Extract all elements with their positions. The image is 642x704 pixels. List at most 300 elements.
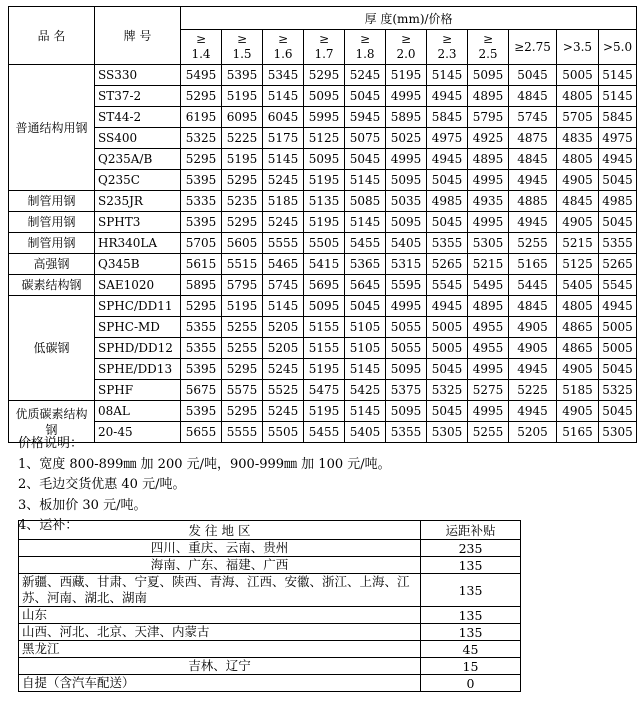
price-cell: 5165 [509, 254, 557, 275]
price-cell: 5395 [181, 170, 222, 191]
price-cell: 4925 [468, 128, 509, 149]
price-cell: 5265 [599, 254, 637, 275]
freight-region-cell: 新疆、西藏、甘肃、宁夏、陕西、青海、江西、安徽、浙江、上海、江苏、河南、湖北、湖南 [19, 574, 421, 607]
price-cell: 5125 [304, 128, 345, 149]
price-cell: 5205 [263, 338, 304, 359]
price-cell: 5705 [181, 233, 222, 254]
price-cell: 4895 [468, 296, 509, 317]
price-cell: 5135 [304, 191, 345, 212]
thickness-col-header [304, 30, 345, 65]
freight-region-cell: 山西、河北、北京、天津、内蒙古 [19, 624, 421, 641]
price-cell: 5045 [599, 212, 637, 233]
price-cell: 4975 [599, 128, 637, 149]
grade-cell: HR340LA [95, 233, 181, 254]
ge-symbol: ≥ [441, 32, 453, 46]
price-cell: 4845 [509, 86, 557, 107]
price-cell: 4845 [509, 296, 557, 317]
grade-cell: ST44-2 [95, 107, 181, 128]
price-cell: 4865 [557, 338, 599, 359]
price-cell: 5895 [181, 275, 222, 296]
price-cell: 5145 [345, 212, 386, 233]
price-cell: 5245 [263, 212, 304, 233]
table-row [9, 254, 637, 275]
note-item: 2、毛边交货优惠 40 元/吨。 [18, 477, 186, 492]
thickness-col-header [427, 30, 468, 65]
thickness-col-header [222, 30, 263, 65]
grade-cell: SPHC-MD [95, 317, 181, 338]
freight-fee-cell: 135 [421, 624, 521, 641]
price-cell: 5295 [222, 170, 263, 191]
price-cell: 5085 [345, 191, 386, 212]
freight-row [19, 574, 521, 607]
price-cell: 5845 [427, 107, 468, 128]
table-row [9, 296, 637, 317]
price-cell: 5395 [181, 401, 222, 422]
price-cell: 4905 [509, 317, 557, 338]
price-cell: 5145 [263, 296, 304, 317]
price-cell: 5045 [427, 401, 468, 422]
price-cell: 5055 [386, 317, 427, 338]
grade-cell: SPHT3 [95, 212, 181, 233]
price-cell: 5475 [304, 380, 345, 401]
price-cell: 5145 [599, 65, 637, 86]
freight-fee-cell: 0 [421, 675, 521, 692]
thickness-value: 1.6 [273, 47, 293, 61]
price-cell: 4945 [509, 212, 557, 233]
grade-cell: SPHC/DD11 [95, 296, 181, 317]
price-cell: 5225 [509, 380, 557, 401]
price-cell: 5195 [222, 86, 263, 107]
price-cell: 4945 [599, 149, 637, 170]
price-cell: 5395 [181, 212, 222, 233]
price-cell: 5145 [263, 149, 304, 170]
grade-cell: S235JR [95, 191, 181, 212]
price-cell: 5005 [427, 317, 468, 338]
price-cell: 5145 [599, 86, 637, 107]
header-grade: 牌 号 [95, 7, 181, 65]
thickness-value: >5.0 [602, 39, 633, 54]
price-cell: 5155 [304, 338, 345, 359]
freight-row [19, 540, 521, 557]
price-cell: 4945 [509, 401, 557, 422]
price-cell: 5145 [345, 401, 386, 422]
price-cell: 4945 [427, 296, 468, 317]
freight-fee-cell: 235 [421, 540, 521, 557]
thickness-value: >3.5 [562, 39, 593, 54]
price-cell: 5105 [345, 317, 386, 338]
price-cell: 5695 [304, 275, 345, 296]
price-cell: 4905 [557, 212, 599, 233]
freight-row [19, 557, 521, 574]
note-item: 4、运补： [18, 518, 79, 533]
price-cell: 4985 [599, 191, 637, 212]
category-cell: 制管用钢 [9, 233, 95, 254]
price-cell: 4995 [386, 86, 427, 107]
price-cell: 6195 [181, 107, 222, 128]
price-cell: 5305 [599, 422, 637, 443]
price-cell: 5045 [345, 86, 386, 107]
price-cell: 4955 [468, 338, 509, 359]
price-cell: 4945 [509, 170, 557, 191]
table-row [9, 86, 637, 107]
table-row [9, 128, 637, 149]
price-cell: 4905 [557, 401, 599, 422]
price-cell: 4875 [509, 128, 557, 149]
price-cell: 4905 [557, 359, 599, 380]
price-cell: 5305 [468, 233, 509, 254]
price-cell: 4985 [427, 191, 468, 212]
table-row [9, 107, 637, 128]
price-cell: 4835 [557, 128, 599, 149]
freight-fee-cell: 135 [421, 574, 521, 607]
price-cell: 5705 [557, 107, 599, 128]
ge-symbol: ≥ [482, 32, 494, 46]
price-cell: 4805 [557, 149, 599, 170]
freight-header-region: 发 往 地 区 [19, 521, 421, 540]
price-cell: 5255 [222, 317, 263, 338]
price-cell: 4945 [509, 359, 557, 380]
grade-cell: 20-45 [95, 422, 181, 443]
price-cell: 5265 [427, 254, 468, 275]
price-cell: 5175 [263, 128, 304, 149]
price-cell: 5045 [427, 170, 468, 191]
price-cell: 4995 [468, 359, 509, 380]
price-cell: 5605 [222, 233, 263, 254]
price-cell: 4995 [468, 212, 509, 233]
grade-cell: SPHF [95, 380, 181, 401]
price-cell: 5355 [427, 233, 468, 254]
price-cell: 5045 [599, 170, 637, 191]
price-cell: 5795 [468, 107, 509, 128]
price-cell: 5555 [222, 422, 263, 443]
header-product: 品 名 [9, 7, 95, 65]
thickness-value: 2.0 [396, 47, 416, 61]
price-cell: 5295 [222, 401, 263, 422]
price-cell: 5195 [222, 149, 263, 170]
price-cell: 5655 [181, 422, 222, 443]
price-cell: 5005 [427, 338, 468, 359]
price-cell: 4905 [557, 170, 599, 191]
price-cell: 4905 [509, 338, 557, 359]
price-cell: 5455 [345, 233, 386, 254]
price-cell: 5145 [263, 86, 304, 107]
price-cell: 4945 [599, 296, 637, 317]
price-cell: 4975 [427, 128, 468, 149]
category-cell: 碳素结构钢 [9, 275, 95, 296]
freight-fee-cell: 45 [421, 641, 521, 658]
price-cell: 5215 [468, 254, 509, 275]
grade-cell: Q345B [95, 254, 181, 275]
price-cell: 5045 [599, 359, 637, 380]
price-cell: 5895 [386, 107, 427, 128]
category-cell: 优质碳素结构钢 [9, 401, 95, 443]
price-cell: 4945 [427, 86, 468, 107]
price-cell: 5675 [181, 380, 222, 401]
price-cell: 5495 [468, 275, 509, 296]
price-cell: 4955 [468, 317, 509, 338]
price-cell: 5295 [181, 86, 222, 107]
price-cell: 5405 [386, 233, 427, 254]
price-cell: 5425 [345, 380, 386, 401]
freight-row [19, 641, 521, 658]
price-cell: 5045 [427, 359, 468, 380]
category-cell: 低碳钢 [9, 296, 95, 401]
thickness-col-header [468, 30, 509, 65]
price-cell: 5205 [263, 317, 304, 338]
price-cell: 4995 [386, 149, 427, 170]
price-cell: 5095 [386, 212, 427, 233]
category-cell: 制管用钢 [9, 191, 95, 212]
price-cell: 4995 [468, 170, 509, 191]
ge-symbol: ≥ [318, 32, 330, 46]
thickness-value: ≥2.75 [514, 39, 551, 54]
table-row [9, 401, 637, 422]
price-cell: 5355 [181, 338, 222, 359]
freight-fee-cell: 15 [421, 658, 521, 675]
thickness-col-header [599, 30, 637, 65]
price-cell: 5225 [222, 128, 263, 149]
freight-row [19, 658, 521, 675]
price-cell: 6095 [222, 107, 263, 128]
price-cell: 5095 [386, 170, 427, 191]
ge-symbol: ≥ [400, 32, 412, 46]
price-cell: 5355 [181, 317, 222, 338]
price-cell: 5045 [427, 212, 468, 233]
price-cell: 5405 [345, 422, 386, 443]
price-cell: 5415 [304, 254, 345, 275]
price-cell: 5205 [509, 422, 557, 443]
price-cell: 5095 [468, 65, 509, 86]
freight-fee-cell: 135 [421, 607, 521, 624]
table-row [9, 359, 637, 380]
price-cell: 5185 [263, 191, 304, 212]
freight-row [19, 624, 521, 641]
price-cell: 5325 [427, 380, 468, 401]
price-cell: 5185 [557, 380, 599, 401]
thickness-value: 2.5 [478, 47, 498, 61]
price-cell: 5215 [557, 233, 599, 254]
grade-cell: Q235A/B [95, 149, 181, 170]
price-cell: 5255 [222, 338, 263, 359]
freight-fee-cell: 135 [421, 557, 521, 574]
price-cell: 4995 [468, 401, 509, 422]
price-cell: 5305 [427, 422, 468, 443]
grade-cell: 08AL [95, 401, 181, 422]
price-cell: 4895 [468, 86, 509, 107]
notes-title: 价格说明： [18, 436, 84, 451]
price-cell: 5125 [557, 254, 599, 275]
price-cell: 5295 [222, 359, 263, 380]
price-cell: 5945 [345, 107, 386, 128]
price-cell: 5545 [599, 275, 637, 296]
price-cell: 5545 [427, 275, 468, 296]
freight-region-cell: 自提（含汽车配送） [19, 675, 421, 692]
price-cell: 5645 [345, 275, 386, 296]
price-cell: 5575 [222, 380, 263, 401]
price-cell: 5095 [304, 149, 345, 170]
price-cell: 5145 [427, 65, 468, 86]
price-cell: 5035 [386, 191, 427, 212]
freight-region-cell: 黑龙江 [19, 641, 421, 658]
price-cell: 4845 [557, 191, 599, 212]
freight-row [19, 675, 521, 692]
price-cell: 5195 [304, 401, 345, 422]
ge-symbol: ≥ [277, 32, 289, 46]
price-cell: 4945 [427, 149, 468, 170]
price-cell: 5355 [599, 233, 637, 254]
table-row [9, 317, 637, 338]
price-cell: 5345 [263, 65, 304, 86]
freight-row [19, 607, 521, 624]
thickness-col-header [386, 30, 427, 65]
category-cell: 普通结构用钢 [9, 65, 95, 191]
table-row [9, 212, 637, 233]
thickness-value: 1.7 [314, 47, 334, 61]
freight-region-cell: 四川、重庆、云南、贵州 [19, 540, 421, 557]
thickness-value: 1.8 [355, 47, 375, 61]
freight-header-fee: 运距补贴 [421, 521, 521, 540]
price-cell: 5165 [557, 422, 599, 443]
price-cell: 5515 [222, 254, 263, 275]
price-cell: 5045 [345, 149, 386, 170]
table-row [9, 65, 637, 86]
ge-symbol: ≥ [195, 32, 207, 46]
note-item: 3、板加价 30 元/吨。 [18, 497, 147, 513]
freight-subsidy-table [18, 520, 521, 692]
freight-region-cell: 吉林、辽宁 [19, 658, 421, 675]
price-cell: 5745 [509, 107, 557, 128]
price-cell: 5295 [222, 212, 263, 233]
price-cell: 5005 [599, 338, 637, 359]
price-cell: 5395 [222, 65, 263, 86]
table-row [9, 233, 637, 254]
category-cell: 高强钢 [9, 254, 95, 275]
price-cell: 5445 [509, 275, 557, 296]
price-cell: 5045 [599, 401, 637, 422]
ge-symbol: ≥ [236, 32, 248, 46]
price-cell: 6045 [263, 107, 304, 128]
ge-symbol: ≥ [359, 32, 371, 46]
price-cell: 5595 [386, 275, 427, 296]
grade-cell: SPHE/DD13 [95, 359, 181, 380]
price-cell: 5195 [222, 296, 263, 317]
price-cell: 5095 [386, 401, 427, 422]
grade-cell: SS400 [95, 128, 181, 149]
price-cell: 5045 [345, 296, 386, 317]
price-cell: 5155 [304, 317, 345, 338]
price-cell: 5455 [304, 422, 345, 443]
price-cell: 4865 [557, 317, 599, 338]
table-row [9, 149, 637, 170]
price-cell: 5505 [263, 422, 304, 443]
price-cell: 5295 [304, 65, 345, 86]
price-cell: 5235 [222, 191, 263, 212]
category-cell: 制管用钢 [9, 212, 95, 233]
grade-cell: ST37-2 [95, 86, 181, 107]
price-cell: 5295 [181, 149, 222, 170]
price-table-body [9, 65, 637, 443]
header-thickness: 厚 度(mm)/价格 [181, 7, 637, 30]
table-row [9, 275, 637, 296]
price-cell: 4885 [509, 191, 557, 212]
table-row [9, 191, 637, 212]
freight-region-cell: 山东 [19, 607, 421, 624]
price-cell: 5745 [263, 275, 304, 296]
price-cell: 5245 [263, 170, 304, 191]
price-cell: 5245 [345, 65, 386, 86]
price-cell: 5195 [386, 65, 427, 86]
price-cell: 5095 [304, 86, 345, 107]
price-cell: 5495 [181, 65, 222, 86]
freight-table-body [19, 540, 521, 692]
price-cell: 5355 [386, 422, 427, 443]
price-cell: 5275 [468, 380, 509, 401]
price-cell: 5395 [181, 359, 222, 380]
price-cell: 5005 [599, 317, 637, 338]
table-row [9, 338, 637, 359]
price-cell: 4895 [468, 149, 509, 170]
price-cell: 5045 [509, 65, 557, 86]
price-cell: 5795 [222, 275, 263, 296]
thickness-value: 1.4 [191, 47, 211, 61]
price-cell: 4995 [386, 296, 427, 317]
price-cell: 5245 [263, 359, 304, 380]
price-cell: 5405 [557, 275, 599, 296]
thickness-value: 2.3 [437, 47, 457, 61]
grade-cell: SAE1020 [95, 275, 181, 296]
thickness-value: 1.5 [232, 47, 252, 61]
price-table [8, 6, 637, 443]
thickness-col-header [509, 30, 557, 65]
price-cell: 5375 [386, 380, 427, 401]
price-cell: 5255 [468, 422, 509, 443]
price-cell: 5195 [304, 359, 345, 380]
price-cell: 5325 [599, 380, 637, 401]
price-cell: 4805 [557, 296, 599, 317]
price-cell: 5025 [386, 128, 427, 149]
price-cell: 5145 [345, 359, 386, 380]
thickness-col-header [181, 30, 222, 65]
table-row [9, 170, 637, 191]
price-cell: 5315 [386, 254, 427, 275]
price-cell: 5195 [304, 170, 345, 191]
price-cell: 5005 [557, 65, 599, 86]
price-cell: 4805 [557, 86, 599, 107]
grade-cell: SS330 [95, 65, 181, 86]
price-cell: 4935 [468, 191, 509, 212]
price-cell: 5075 [345, 128, 386, 149]
price-cell: 4845 [509, 149, 557, 170]
price-cell: 5335 [181, 191, 222, 212]
price-cell: 5145 [345, 170, 386, 191]
thickness-col-header [345, 30, 386, 65]
price-cell: 5095 [386, 359, 427, 380]
price-cell: 5195 [304, 212, 345, 233]
table-row [9, 380, 637, 401]
price-cell: 5465 [263, 254, 304, 275]
price-cell: 5615 [181, 254, 222, 275]
price-cell: 5295 [181, 296, 222, 317]
freight-region-cell: 海南、广东、福建、广西 [19, 557, 421, 574]
thickness-col-header [263, 30, 304, 65]
price-cell: 5525 [263, 380, 304, 401]
price-cell: 5505 [304, 233, 345, 254]
price-cell: 5105 [345, 338, 386, 359]
grade-cell: Q235C [95, 170, 181, 191]
price-cell: 5095 [304, 296, 345, 317]
note-item: 1、宽度 800-899㎜ 加 200 元/吨，900-999㎜ 加 100 元/吨。 [18, 456, 391, 472]
price-cell: 5245 [263, 401, 304, 422]
